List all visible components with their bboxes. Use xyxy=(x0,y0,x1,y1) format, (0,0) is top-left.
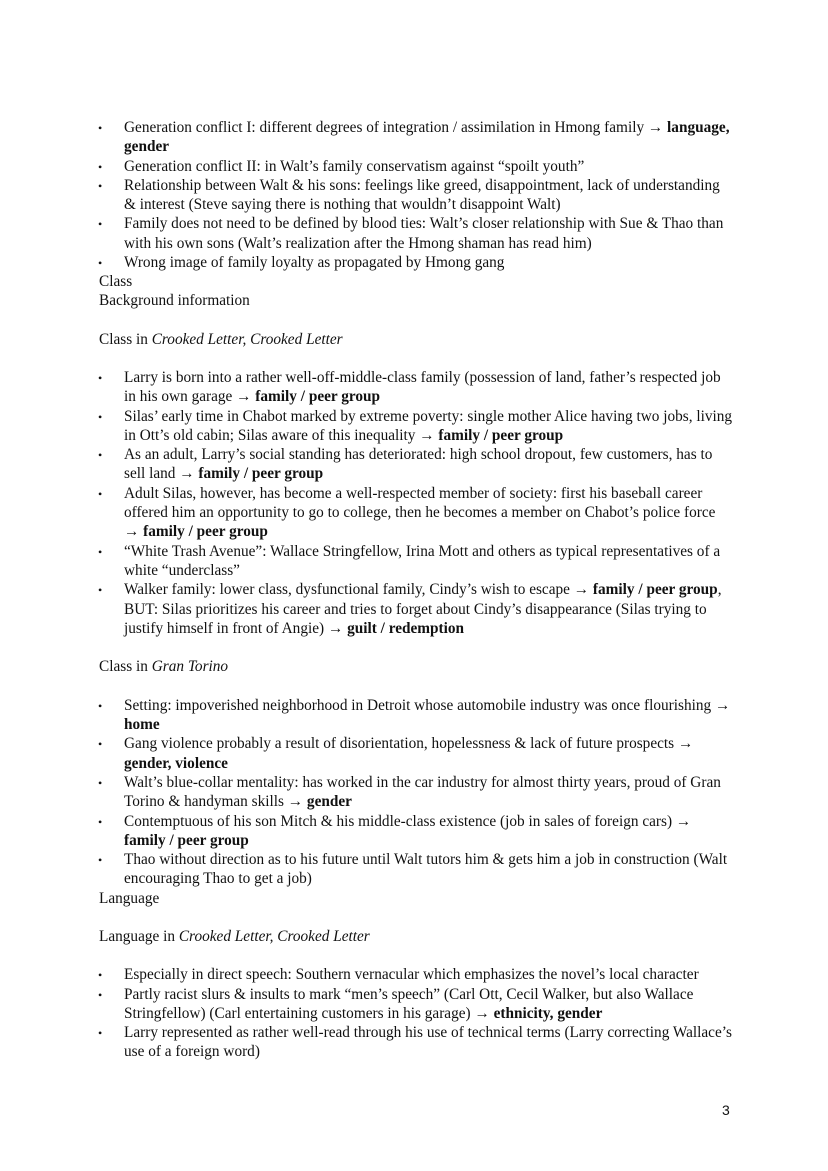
keyword: guilt / redemption xyxy=(347,619,465,637)
keyword: family / peer group xyxy=(198,465,324,483)
arrow: → xyxy=(124,523,144,541)
bullet-icon: • xyxy=(98,544,103,559)
list-item xyxy=(0,445,828,484)
keyword: family / peer group xyxy=(143,523,268,541)
bullet-icon: • xyxy=(98,1026,103,1041)
heading-background-information: Background information xyxy=(99,292,250,310)
item-text: Especially in direct speech: Southern vernacular which emphasizes the novel’s local character xyxy=(124,966,699,984)
list-item xyxy=(0,118,828,157)
arrow: → xyxy=(573,581,593,599)
list-item xyxy=(0,176,828,215)
item-text: Generation conflict II: in Walt’s family conservatism against “spoilt youth” xyxy=(124,157,585,175)
list-item xyxy=(0,696,828,735)
bullet-icon: • xyxy=(98,159,103,174)
bullet-icon: • xyxy=(98,217,103,232)
arrow: → xyxy=(474,1004,494,1022)
class-crooked-bullet-list xyxy=(0,368,828,638)
item-text: Setting: impoverished neighborhood in Detroit whose automobile industry was once flourishing xyxy=(124,696,715,714)
item-text: Walker family: lower class, dysfunctional family, Cindy’s wish to escape xyxy=(124,581,574,599)
heading-class: Class xyxy=(99,273,133,291)
keyword: family / peer group xyxy=(255,388,381,406)
item-text: Walt’s blue-collar mentality: has worked in the car industry for almost thirty years, proud of Gran Torino & handyman skills xyxy=(124,773,721,811)
bullet-icon: • xyxy=(98,256,103,271)
arrow: → xyxy=(714,696,731,714)
bullet-icon: • xyxy=(98,486,103,501)
bullet-icon: • xyxy=(98,178,103,193)
bullet-icon: • xyxy=(98,698,103,713)
bullet-icon: • xyxy=(98,987,103,1002)
list-item xyxy=(0,484,828,542)
arrow: → xyxy=(419,426,439,444)
list-item xyxy=(0,407,828,446)
heading-language: Language xyxy=(99,889,160,907)
language-crooked-bullet-list xyxy=(0,965,828,1061)
item-text: Thao without direction as to his future until Walt tutors him & gets him a job in construction (Walt encouraging Thao to get a job) xyxy=(124,851,728,888)
keyword: home xyxy=(124,716,160,734)
keyword: gender, violence xyxy=(124,754,228,772)
item-text: Larry is born into a rather well-off-middle-class family (possession of land, father’s respected job in his own garage xyxy=(124,368,721,406)
list-item xyxy=(0,368,828,407)
keyword: family / peer group xyxy=(124,831,249,849)
class-gran-torino-bullet-list xyxy=(0,696,828,889)
family-bullet-list xyxy=(0,118,828,272)
arrow: → xyxy=(287,793,307,811)
bullet-icon: • xyxy=(98,775,103,790)
list-item xyxy=(0,773,828,812)
bullet-icon: • xyxy=(98,121,103,135)
bullet-icon: • xyxy=(98,737,103,752)
item-text: Contemptuous of his son Mitch & his middle-class existence (job in sales of foreign cars) xyxy=(124,812,676,830)
keyword: family / peer group xyxy=(592,581,718,599)
item-text: Partly racist slurs & insults to mark “men’s speech” (Carl Ott, Cecil Walker, but also Wallace Stringfellow) (Carl entertaining customers in his garage) xyxy=(124,985,694,1022)
item-text: Relationship between Walt & his sons: feelings like greed, disappointment, lack of understanding & interest (Steve saying there is nothing that wouldn’t disappoint Walt) xyxy=(124,176,720,214)
list-item xyxy=(0,734,828,773)
work-title: Gran Torino xyxy=(151,658,229,676)
keyword: family / peer group xyxy=(438,426,564,444)
keyword: gender xyxy=(306,793,352,811)
item-text-continued: , BUT: Silas prioritizes his career and tries to forget about Cindy’s disappearance (Silas trying to justify himself in front of Angie) xyxy=(124,581,722,637)
list-item xyxy=(0,214,828,253)
subheading-language-crooked-letter xyxy=(99,927,828,946)
item-text: Adult Silas, however, has become a well-respected member of society: first his baseball career offered him an opportunity to go to college, then he becomes a member on Chabot’s police force xyxy=(124,484,716,522)
bullet-icon: • xyxy=(98,814,103,829)
subheading-prefix: Class in xyxy=(99,330,152,348)
item-text: Generation conflict I: different degrees of integration / assimilation in Hmong family xyxy=(124,119,648,136)
arrow: → xyxy=(647,119,668,136)
document-page xyxy=(0,118,828,1062)
subheading-class-gran-torino xyxy=(99,657,828,676)
bullet-icon: • xyxy=(98,409,103,424)
work-title: Crooked Letter, Crooked Letter xyxy=(178,927,370,945)
list-item xyxy=(0,812,828,851)
item-text: “White Trash Avenue”: Wallace Stringfellow, Irina Mott and others as typical representatives of a white “underclass” xyxy=(124,542,721,579)
arrow: → xyxy=(677,735,694,753)
bullet-icon: • xyxy=(98,370,103,385)
item-text: Wrong image of family loyalty as propagated by Hmong gang xyxy=(124,254,505,272)
keyword: ethnicity, gender xyxy=(493,1004,603,1022)
arrow: → xyxy=(327,619,348,637)
bullet-icon: • xyxy=(98,853,103,868)
list-item xyxy=(0,985,828,1024)
page-number: 3 xyxy=(722,1102,730,1118)
item-text: As an adult, Larry’s social standing has deteriorated: high school dropout, few customers, has to sell land xyxy=(124,446,713,483)
subheading-prefix: Class in xyxy=(99,658,152,676)
arrow: → xyxy=(179,465,199,483)
subheading-class-crooked-letter xyxy=(99,330,828,349)
item-text: Gang violence probably a result of disorientation, hopelessness & lack of future prospects xyxy=(124,735,678,753)
list-item xyxy=(0,157,828,176)
item-text: Larry represented as rather well-read through his use of technical terms (Larry correcting Wallace’s use of a foreign word) xyxy=(124,1024,732,1061)
list-item xyxy=(0,580,828,638)
list-item xyxy=(0,850,828,889)
bullet-icon: • xyxy=(98,583,103,598)
list-item xyxy=(0,253,828,272)
item-text: Silas’ early time in Chabot marked by extreme poverty: single mother Alice having two jobs, living in Ott’s old cabin; Silas aware of this inequality xyxy=(124,407,733,444)
item-text: Family does not need to be defined by blood ties: Walt’s closer relationship with Sue & Thao than with his own sons (Walt’s realization after the Hmong shaman has read him) xyxy=(124,215,724,252)
bullet-icon: • xyxy=(98,968,103,983)
arrow: → xyxy=(236,388,256,406)
keyword: language, gender xyxy=(124,119,730,156)
work-title: Crooked Letter, Crooked Letter xyxy=(151,330,343,348)
arrow: → xyxy=(675,812,692,830)
list-item xyxy=(0,965,828,984)
bullet-icon: • xyxy=(98,448,103,463)
subheading-prefix: Language in xyxy=(99,927,179,945)
list-item xyxy=(0,542,828,581)
list-item xyxy=(0,1023,828,1062)
